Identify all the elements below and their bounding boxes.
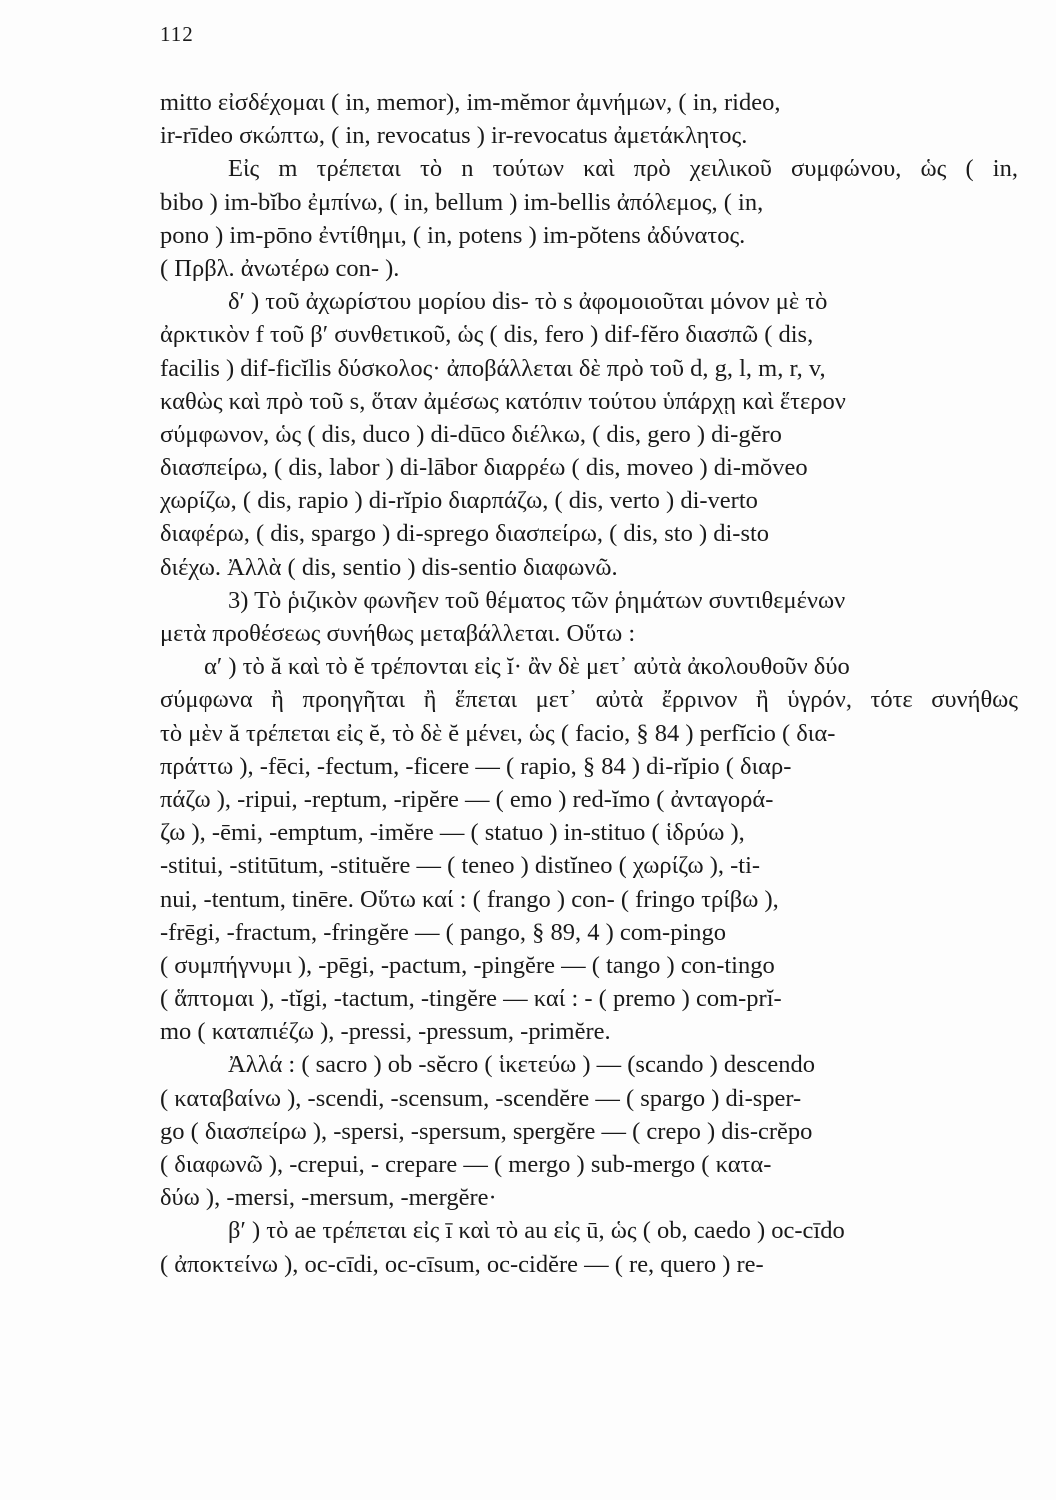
text-line: mitto εἰσδέχομαι ( in, memor), im-mĕmor ἀμνήμων, ( in, rideo, bbox=[160, 89, 781, 116]
text-line: πράττω ), -fēci, -fectum, -ficere — ( rapio, § 84 ) di-rĭpio ( διαρ- bbox=[160, 752, 792, 780]
text-line: διαφέρω, ( dis, spargo ) di-sprego διασπείρω, ( dis, sto ) di-sto bbox=[160, 520, 770, 548]
text-line: ( συμπήγνυμι ), -pēgi, -pactum, -pingĕre — ( tango ) con-tingo bbox=[160, 951, 775, 979]
text-line: ( ἅπτομαι ), -tĭgi, -tactum, -tingĕre — καί : - ( premo ) com-prĭ- bbox=[160, 985, 782, 1013]
body-text bbox=[160, 86, 1020, 1281]
text-line: 3) Τὸ ῥιζικὸν φωνῆεν τοῦ θέματος τῶν ῥημάτων συντιθεμένων bbox=[228, 586, 846, 614]
text-line: τὸ μὲν ă τρέπεται εἰς ĕ, τὸ δὲ ĕ μένει, ὡς ( facio, § 84 ) perfĭcio ( δια- bbox=[160, 719, 836, 747]
text-line: -stitui, -stitūtum, -stituĕre — ( teneo ) distĭneo ( χωρίζω ), -ti- bbox=[160, 852, 761, 880]
text-line: διασπείρω, ( dis, labor ) di-lābor διαρρέω ( dis, moveo ) di-mŏveo bbox=[160, 454, 808, 482]
text-line: ( διαφωνῶ ), -crepui, - crepare — ( mergo ) sub-mergo ( κατα- bbox=[160, 1151, 772, 1178]
page-number: 112 bbox=[160, 22, 194, 46]
text-line: χωρίζω, ( dis, rapio ) di-rĭpio διαρπάζω, ( dis, verto ) di-verto bbox=[160, 487, 758, 515]
text-line: pono ) im-pōno ἐντίθημι, ( in, potens ) im-pŏtens ἀδύνατος. bbox=[160, 221, 746, 249]
text-line: ( Πρβλ. ἀνωτέρω con- ). bbox=[160, 254, 400, 282]
text-line: bibo ) im-bĭbo ἐμπίνω, ( in, bellum ) im-bellis ἀπόλεμος, ( in, bbox=[160, 188, 764, 216]
text-line: σύμφωνον, ὡς ( dis, duco ) di-dūco διέλκω, ( dis, gero ) di-gĕro bbox=[160, 420, 782, 448]
text-line: ir-rīdeo σκώπτω, ( in, revocatus ) ir-revocatus ἀμετάκλητος. bbox=[160, 122, 748, 150]
text-line: ζω ), -ēmi, -emptum, -imĕre — ( statuo ) in-stituo ( ἱδρύω ), bbox=[160, 819, 745, 847]
text-line: α′ ) τὸ ă καὶ τὸ ĕ τρέπονται εἰς ĭ· ἂν δὲ μετ᾽ αὐτὰ ἀκολουθοῦν δύο bbox=[204, 653, 850, 681]
text-line: πάζω ), -ripui, -reptum, -ripĕre — ( emo ) red-ĭmo ( ἀνταγορά- bbox=[160, 785, 774, 813]
text-line: διέχω. Ἀλλὰ ( dis, sentio ) dis-sentio διαφωνῶ. bbox=[160, 553, 618, 581]
text-line: mo ( καταπιέζω ), -pressi, -pressum, -primĕre. bbox=[160, 1018, 611, 1046]
text-line: Ἀλλά : ( sacro ) ob -sĕcro ( ἱκετεύω ) — (scando ) descendo bbox=[228, 1051, 816, 1079]
text-line: Εἰς m τρέπεται τὸ n τούτων καὶ πρὸ χειλικοῦ συμφώνου, ὡς ( in, bbox=[228, 155, 1018, 183]
text-line: σύμφωνα ἢ προηγῆται ἢ ἕπεται μετ᾽ αὐτὰ ἔρρινον ἢ ὑγρόν, τότε συνήθως bbox=[160, 686, 1019, 714]
text-line: ἀρκτικὸν f τοῦ β′ συνθετικοῦ, ὡς ( dis, fero ) dif-fĕro διασπῶ ( dis, bbox=[160, 321, 814, 349]
text-line: δύω ), -mersi, -mersum, -mergĕre· bbox=[160, 1184, 497, 1212]
text-line: facilis ) dif-ficĭlis δύσκολος· ἀποβάλλεται δὲ πρὸ τοῦ d, g, l, m, r, v, bbox=[160, 354, 826, 382]
text-line: καθὼς καὶ πρὸ τοῦ s, ὅταν ἀμέσως κατόπιν τούτου ὑπάρχῃ καὶ ἕτερον bbox=[160, 387, 846, 415]
text-line: β′ ) τὸ ae τρέπεται εἰς ī καὶ τὸ au εἰς ū, ὡς ( ob, caedo ) oc-cīdo bbox=[228, 1217, 845, 1245]
text-line: go ( διασπείρω ), -spersi, -spersum, spergĕre — ( crepo ) dis-crĕpo bbox=[160, 1117, 813, 1145]
text-line: μετὰ προθέσεως συνήθως μεταβάλλεται. Οὕτω : bbox=[160, 620, 636, 647]
text-line: -frēgi, -fractum, -fringĕre — ( pango, § 89, 4 ) com-pingo bbox=[160, 918, 727, 946]
text-line: nui, -tentum, tinēre. Οὕτω καί : ( frango ) con- ( fringo τρίβω ), bbox=[160, 885, 779, 913]
text-line: δ′ ) τοῦ ἀχωρίστου μορίου dis- τὸ s ἀφομοιοῦται μόνον μὲ τὸ bbox=[228, 288, 828, 316]
text-line: ( ἀποκτείνω ), oc-cīdi, oc-cīsum, oc-cidĕre — ( re, quero ) re- bbox=[160, 1250, 764, 1278]
text-line: ( καταβαίνω ), -scendi, -scensum, -scendĕre — ( spargo ) di-sper- bbox=[160, 1084, 802, 1112]
